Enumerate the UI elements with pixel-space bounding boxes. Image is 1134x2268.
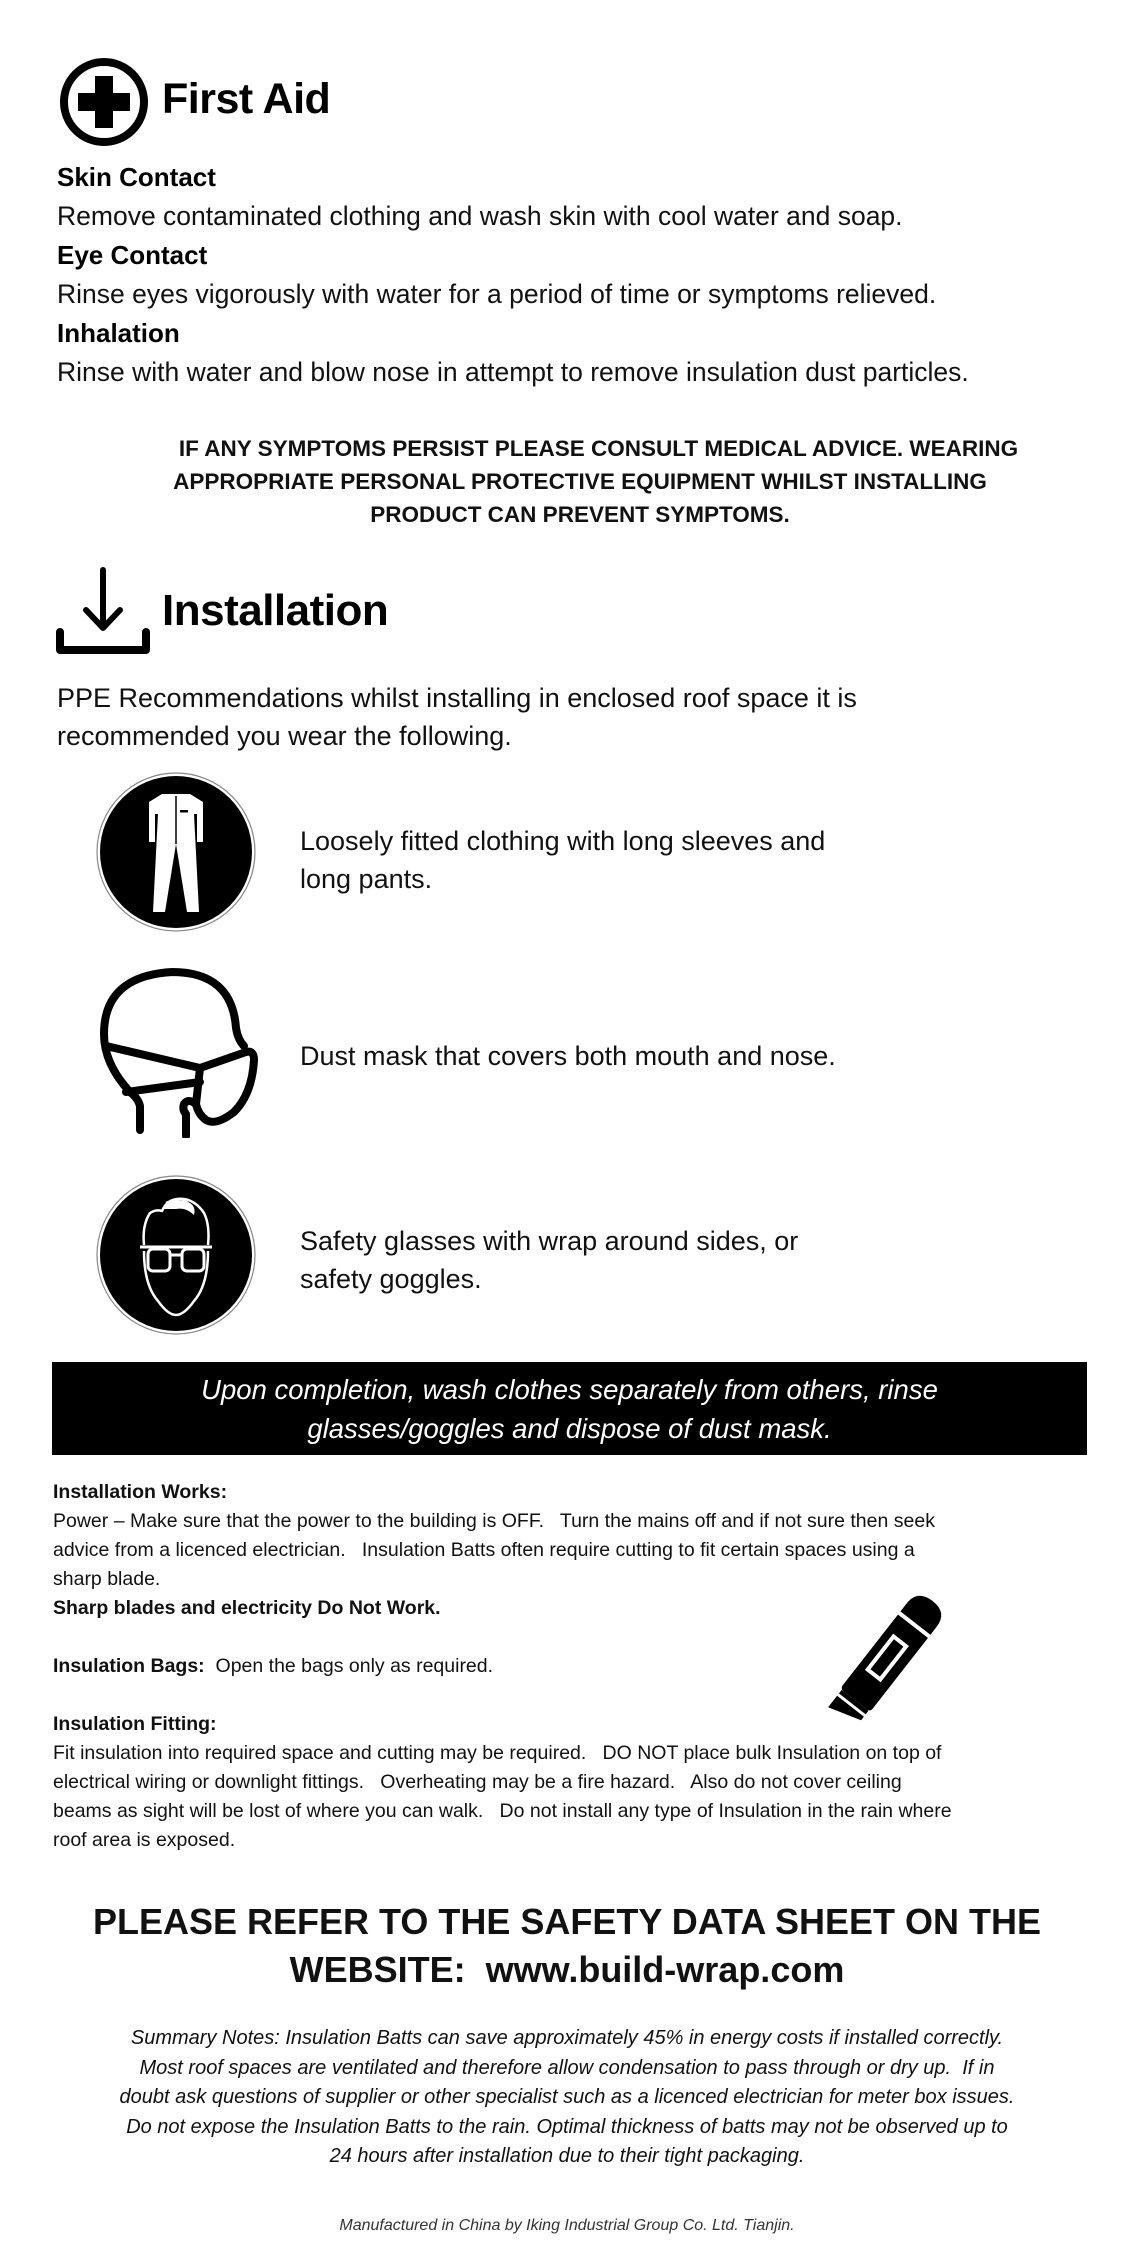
fitting-line: beams as sight will be lost of where you can walk. Do not install any type of Insulation in the rain where xyxy=(53,1800,952,1822)
warning-line: IF ANY SYMPTOMS PERSIST PLEASE CONSULT MEDICAL ADVICE. WEARING xyxy=(178,436,1019,461)
summary-line: Summary Notes: Insulation Batts can save approximately 45% in energy costs if installed correctly. xyxy=(130,2027,1004,2049)
ppe-item-line: Loosely fitted clothing with long sleeves and xyxy=(300,826,826,856)
inhalation-text: Rinse with water and blow nose in attempt to remove insulation dust particles. xyxy=(57,357,969,387)
coverall-icon xyxy=(96,772,256,932)
works-line: sharp blade. xyxy=(53,1568,161,1590)
works-line: Power – Make sure that the power to the building is OFF. Turn the mains off and if not sure then seek xyxy=(53,1510,935,1532)
ppe-intro xyxy=(57,679,857,755)
safety-glasses-icon xyxy=(96,1175,256,1335)
sds-line: PLEASE REFER TO THE SAFETY DATA SHEET ON THE xyxy=(92,1901,1042,1942)
fitting-line: electrical wiring or downlight fittings. Overheating may be a fire hazard. Also do not cover ceiling xyxy=(53,1771,902,1793)
ppe-intro-line: PPE Recommendations whilst installing in enclosed roof space it is xyxy=(57,683,857,713)
first-aid-cross-icon xyxy=(58,56,150,148)
works-line: advice from a licenced electrician. Insulation Batts often require cutting to fit certain spaces using a xyxy=(53,1539,915,1561)
banner-line: Upon completion, wash clothes separately from others, rinse xyxy=(201,1373,938,1405)
download-icon xyxy=(56,566,150,656)
dust-mask-icon xyxy=(96,964,258,1138)
bags-heading: Insulation Bags: xyxy=(53,1655,205,1677)
coverall-text xyxy=(300,822,825,898)
summary-line: Most roof spaces are ventilated and therefore allow condensation to pass through or dry up. If in xyxy=(139,2056,995,2079)
sds-line: WEBSITE: www.build-wrap.com xyxy=(289,1949,845,1990)
warning-line: PRODUCT CAN PREVENT SYMPTOMS. xyxy=(370,502,790,527)
fitting-line: Fit insulation into required space and cutting may be required. DO NOT place bulk Insulation on top of xyxy=(53,1742,942,1764)
fitting-line: roof area is exposed. xyxy=(53,1829,236,1851)
ppe-intro-line: recommended you wear the following. xyxy=(57,721,512,751)
summary-line: 24 hours after installation due to their tight packaging. xyxy=(329,2145,805,2167)
inhalation-heading: Inhalation xyxy=(57,318,180,348)
completion-banner xyxy=(52,1362,1087,1455)
warning-line: APPROPRIATE PERSONAL PROTECTIVE EQUIPMENT WHILST INSTALLING xyxy=(173,469,987,494)
summary-line: doubt ask questions of supplier or other specialist such as a licenced electrician for meter box issues. xyxy=(119,2086,1015,2108)
first-aid-list xyxy=(57,158,969,392)
skin-contact-text: Remove contaminated clothing and wash skin with cool water and soap. xyxy=(57,201,903,231)
summary-line: Do not expose the Insulation Batts to the rain. Optimal thickness of batts may not be observed up to xyxy=(126,2115,1008,2138)
box-cutter-icon xyxy=(822,1586,958,1722)
works-bold-line: Sharp blades and electricity Do Not Work. xyxy=(53,1597,441,1619)
symptoms-warning xyxy=(80,432,1080,531)
ppe-item-line: long pants. xyxy=(300,864,433,894)
works-heading: Installation Works: xyxy=(53,1481,228,1503)
manufacturer-note: Manufactured in China by Iking Industrial Group Co. Ltd. Tianjin. xyxy=(339,2217,795,2234)
bags-text: Open the bags only as required. xyxy=(215,1655,494,1677)
sds-notice xyxy=(0,1898,1134,1994)
safety-glasses-text xyxy=(300,1222,798,1298)
first-aid-title: First Aid xyxy=(162,75,331,123)
summary-notes xyxy=(20,2024,1114,2172)
eye-contact-text: Rinse eyes vigorously with water for a period of time or symptoms relieved. xyxy=(57,279,937,309)
fitting-heading: Insulation Fitting: xyxy=(53,1713,217,1735)
ppe-item-line: safety goggles. xyxy=(300,1264,482,1294)
dust-mask-text: Dust mask that covers both mouth and nose. xyxy=(300,1041,836,1071)
ppe-item-line: Safety glasses with wrap around sides, or xyxy=(300,1226,799,1256)
banner-line: glasses/goggles and dispose of dust mask. xyxy=(307,1412,832,1444)
skin-contact-heading: Skin Contact xyxy=(57,162,216,192)
installation-title: Installation xyxy=(162,586,389,635)
eye-contact-heading: Eye Contact xyxy=(57,240,208,270)
